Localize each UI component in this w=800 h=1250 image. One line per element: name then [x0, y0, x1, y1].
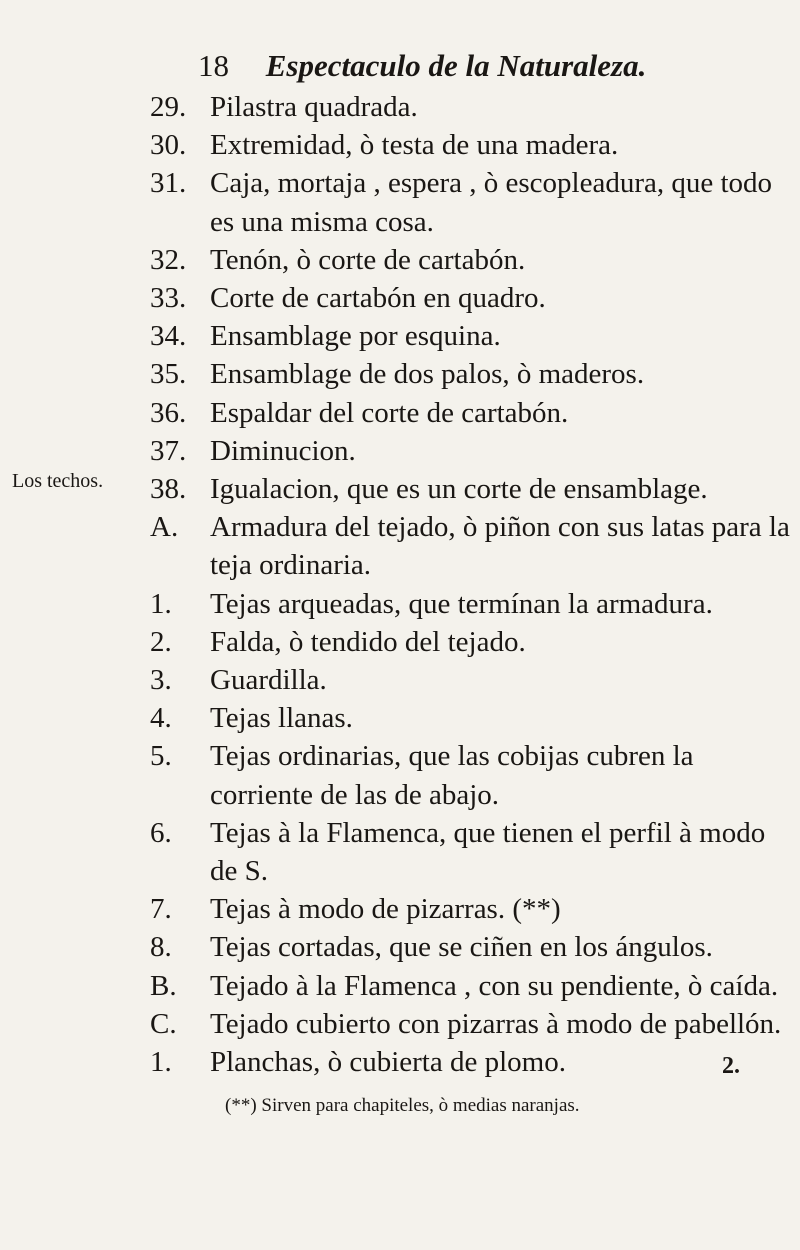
entry-number: 36. [150, 396, 187, 429]
catchword: 2. [722, 1053, 740, 1079]
entry-number: 4. [150, 702, 172, 735]
running-title: Espectaculo de la Naturaleza. [265, 48, 647, 83]
legend-entry [150, 623, 790, 661]
legend-entry [150, 88, 790, 126]
legend-entry [150, 737, 790, 813]
legend-entry [150, 508, 790, 584]
entry-text: Igualacion, que es un corte de ensamblage. [210, 473, 708, 506]
entry-text: Espaldar del corte de cartabón. [210, 396, 569, 429]
entry-text: Tejas à la Flamenca, que tienen el perfil à modo de S. [210, 816, 766, 888]
legend-entry [150, 317, 790, 355]
legend-entry [150, 699, 790, 737]
entry-number: 8. [150, 931, 172, 964]
margin-note: Los techos. [12, 470, 104, 492]
entry-number: 1. [150, 1046, 172, 1079]
entry-number: 1. [150, 587, 172, 620]
legend-entry [150, 126, 790, 164]
entry-text: Tejado à la Flamenca , con su pendiente, ò caída. [210, 969, 779, 1002]
entry-number: 32. [150, 243, 187, 276]
entry-number: 35. [150, 358, 187, 391]
legend-entry [150, 585, 790, 623]
footnote: (**) Sirven para chapiteles, ò medias naranjas. [225, 1095, 580, 1116]
entry-number: 34. [150, 320, 187, 353]
entry-number: 31. [150, 167, 187, 200]
legend-entry [150, 394, 790, 432]
entry-number: 30. [150, 129, 187, 162]
legend-entry [150, 355, 790, 393]
entry-number: 37. [150, 434, 187, 467]
entry-text: Ensamblage por esquina. [210, 320, 501, 353]
legend-entry [150, 1043, 790, 1081]
entry-number: A. [150, 511, 179, 544]
entry-number: 2. [150, 625, 172, 658]
legend-entry [150, 432, 790, 470]
entry-number: 29. [150, 91, 187, 123]
entry-text: Tejas ordinarias, que las cobijas cubren la corriente de las de abajo. [210, 740, 694, 811]
legend-entry [150, 928, 790, 966]
entry-number: 7. [150, 893, 172, 926]
entry-text: Armadura del tejado, ò piñon con sus latas para la teja ordinaria. [210, 511, 790, 582]
page-number: 18 [198, 48, 229, 83]
entry-text: Falda, ò tendido del tejado. [210, 625, 526, 658]
entry-text: Caja, mortaja , espera , ò escopleadura, que todo es una misma cosa. [210, 167, 773, 238]
entry-text: Tejas à modo de pizarras. (**) [210, 893, 561, 926]
legend-entry [150, 814, 790, 890]
entry-text: Tejado cubierto con pizarras à modo de pabellón. [210, 1007, 782, 1040]
entry-text: Tejas arqueadas, que termínan la armadura. [210, 587, 713, 620]
entry-text: Ensamblage de dos palos, ò maderos. [210, 358, 645, 391]
legend-entry [150, 890, 790, 928]
legend-entry [150, 470, 790, 508]
entry-text: Planchas, ò cubierta de plomo. [210, 1046, 566, 1079]
entry-text: Tejas llanas. [210, 702, 353, 735]
entry-number: 3. [150, 664, 172, 697]
entry-text: Corte de cartabón en quadro. [210, 282, 546, 315]
legend-entry [150, 164, 790, 240]
entry-number: 33. [150, 282, 187, 315]
entry-number: C. [150, 1007, 177, 1040]
running-header [198, 48, 758, 84]
entry-text: Pilastra quadrada. [210, 91, 418, 123]
legend-entry [150, 241, 790, 279]
entry-number: B. [150, 969, 177, 1002]
entry-number: 6. [150, 816, 172, 849]
entry-number: 38. [150, 473, 187, 506]
entry-text: Diminucion. [210, 434, 356, 467]
legend-list [150, 88, 790, 1081]
entry-text: Tejas cortadas, que se ciñen en los ángulos. [210, 931, 713, 964]
legend-entry [150, 661, 790, 699]
legend-entry [150, 967, 790, 1005]
entry-text: Guardilla. [210, 664, 327, 697]
entry-text: Extremidad, ò testa de una madera. [210, 129, 619, 162]
legend-entry [150, 279, 790, 317]
legend-entry [150, 1005, 790, 1043]
entry-number: 5. [150, 740, 172, 773]
entry-text: Tenón, ò corte de cartabón. [210, 243, 526, 276]
